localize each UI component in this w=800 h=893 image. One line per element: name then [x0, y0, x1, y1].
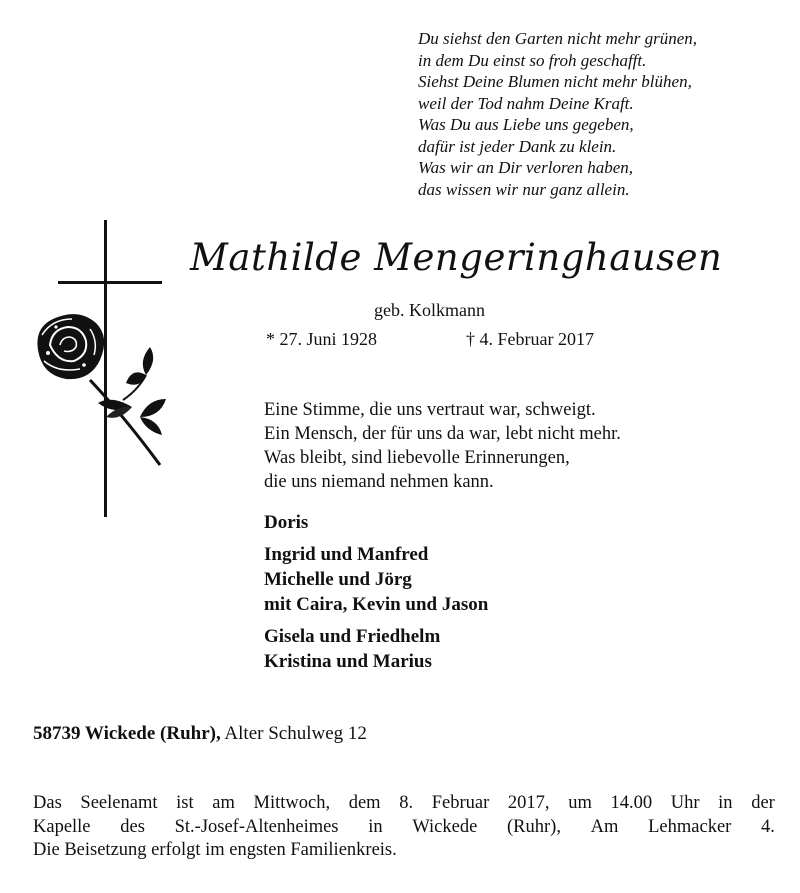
mourner-group — [264, 624, 744, 674]
poem-line: das wissen wir nur ganz allein. — [418, 179, 630, 199]
poem-line: in dem Du einst so froh geschafft. — [418, 50, 647, 70]
poem-line: Siehst Deine Blumen nicht mehr blühen, — [418, 72, 692, 91]
rose-icon — [28, 305, 178, 470]
poem-line: die uns niemand nehmen kann. — [264, 472, 494, 492]
middle-poem — [264, 398, 744, 494]
poem-line: Was wir an Dir verloren haben, — [418, 158, 634, 177]
cross-icon-horizontal — [58, 281, 162, 284]
notice-line: Kapelle des St.-Josef-Altenheimes in Wickede (Ruhr), Am Lehmacker 4. — [33, 816, 775, 837]
poem-line: Eine Stimme, die uns vertraut war, schweigt. — [264, 400, 596, 420]
address-city: 58739 Wickede (Ruhr), — [33, 723, 221, 744]
deceased-name: Mathilde Mengeringhausen — [190, 236, 723, 279]
mourner-name: Gisela und Friedhelm — [264, 626, 441, 647]
mourner-name: mit Caira, Kevin und Jason — [264, 594, 489, 615]
poem-line: Was bleibt, sind liebevolle Erinnerungen, — [264, 448, 570, 468]
top-poem — [418, 28, 788, 200]
notice-line: Die Beisetzung erfolgt im engsten Familienkreis. — [33, 840, 397, 860]
birth-name: geb. Kolkmann — [374, 300, 485, 320]
mourner-name: Kristina und Marius — [264, 651, 432, 672]
mourners-list — [264, 510, 744, 681]
poem-line: Du siehst den Garten nicht mehr grünen, — [418, 29, 698, 48]
mourner-group — [264, 542, 744, 617]
poem-line: Ein Mensch, der für uns da war, lebt nicht mehr. — [264, 424, 621, 444]
mourner-name: Ingrid und Manfred — [264, 544, 429, 565]
address-street: Alter Schulweg 12 — [224, 723, 367, 744]
poem-line: Was Du aus Liebe uns gegeben, — [418, 115, 634, 134]
notice-line: Das Seelenamt ist am Mittwoch, dem 8. Februar 2017, um 14.00 Uhr in der — [33, 793, 775, 813]
mourner-name: Doris — [264, 512, 309, 533]
birth-date: * 27. Juni 1928 — [266, 329, 378, 349]
mourner-group — [264, 510, 744, 535]
poem-line: dafür ist jeder Dank zu klein. — [418, 136, 617, 156]
service-notice — [33, 792, 775, 863]
death-date: † 4. Februar 2017 — [466, 329, 594, 349]
mourner-name: Michelle und Jörg — [264, 569, 412, 590]
poem-line: weil der Tod nahm Deine Kraft. — [418, 93, 634, 113]
address — [33, 723, 367, 745]
